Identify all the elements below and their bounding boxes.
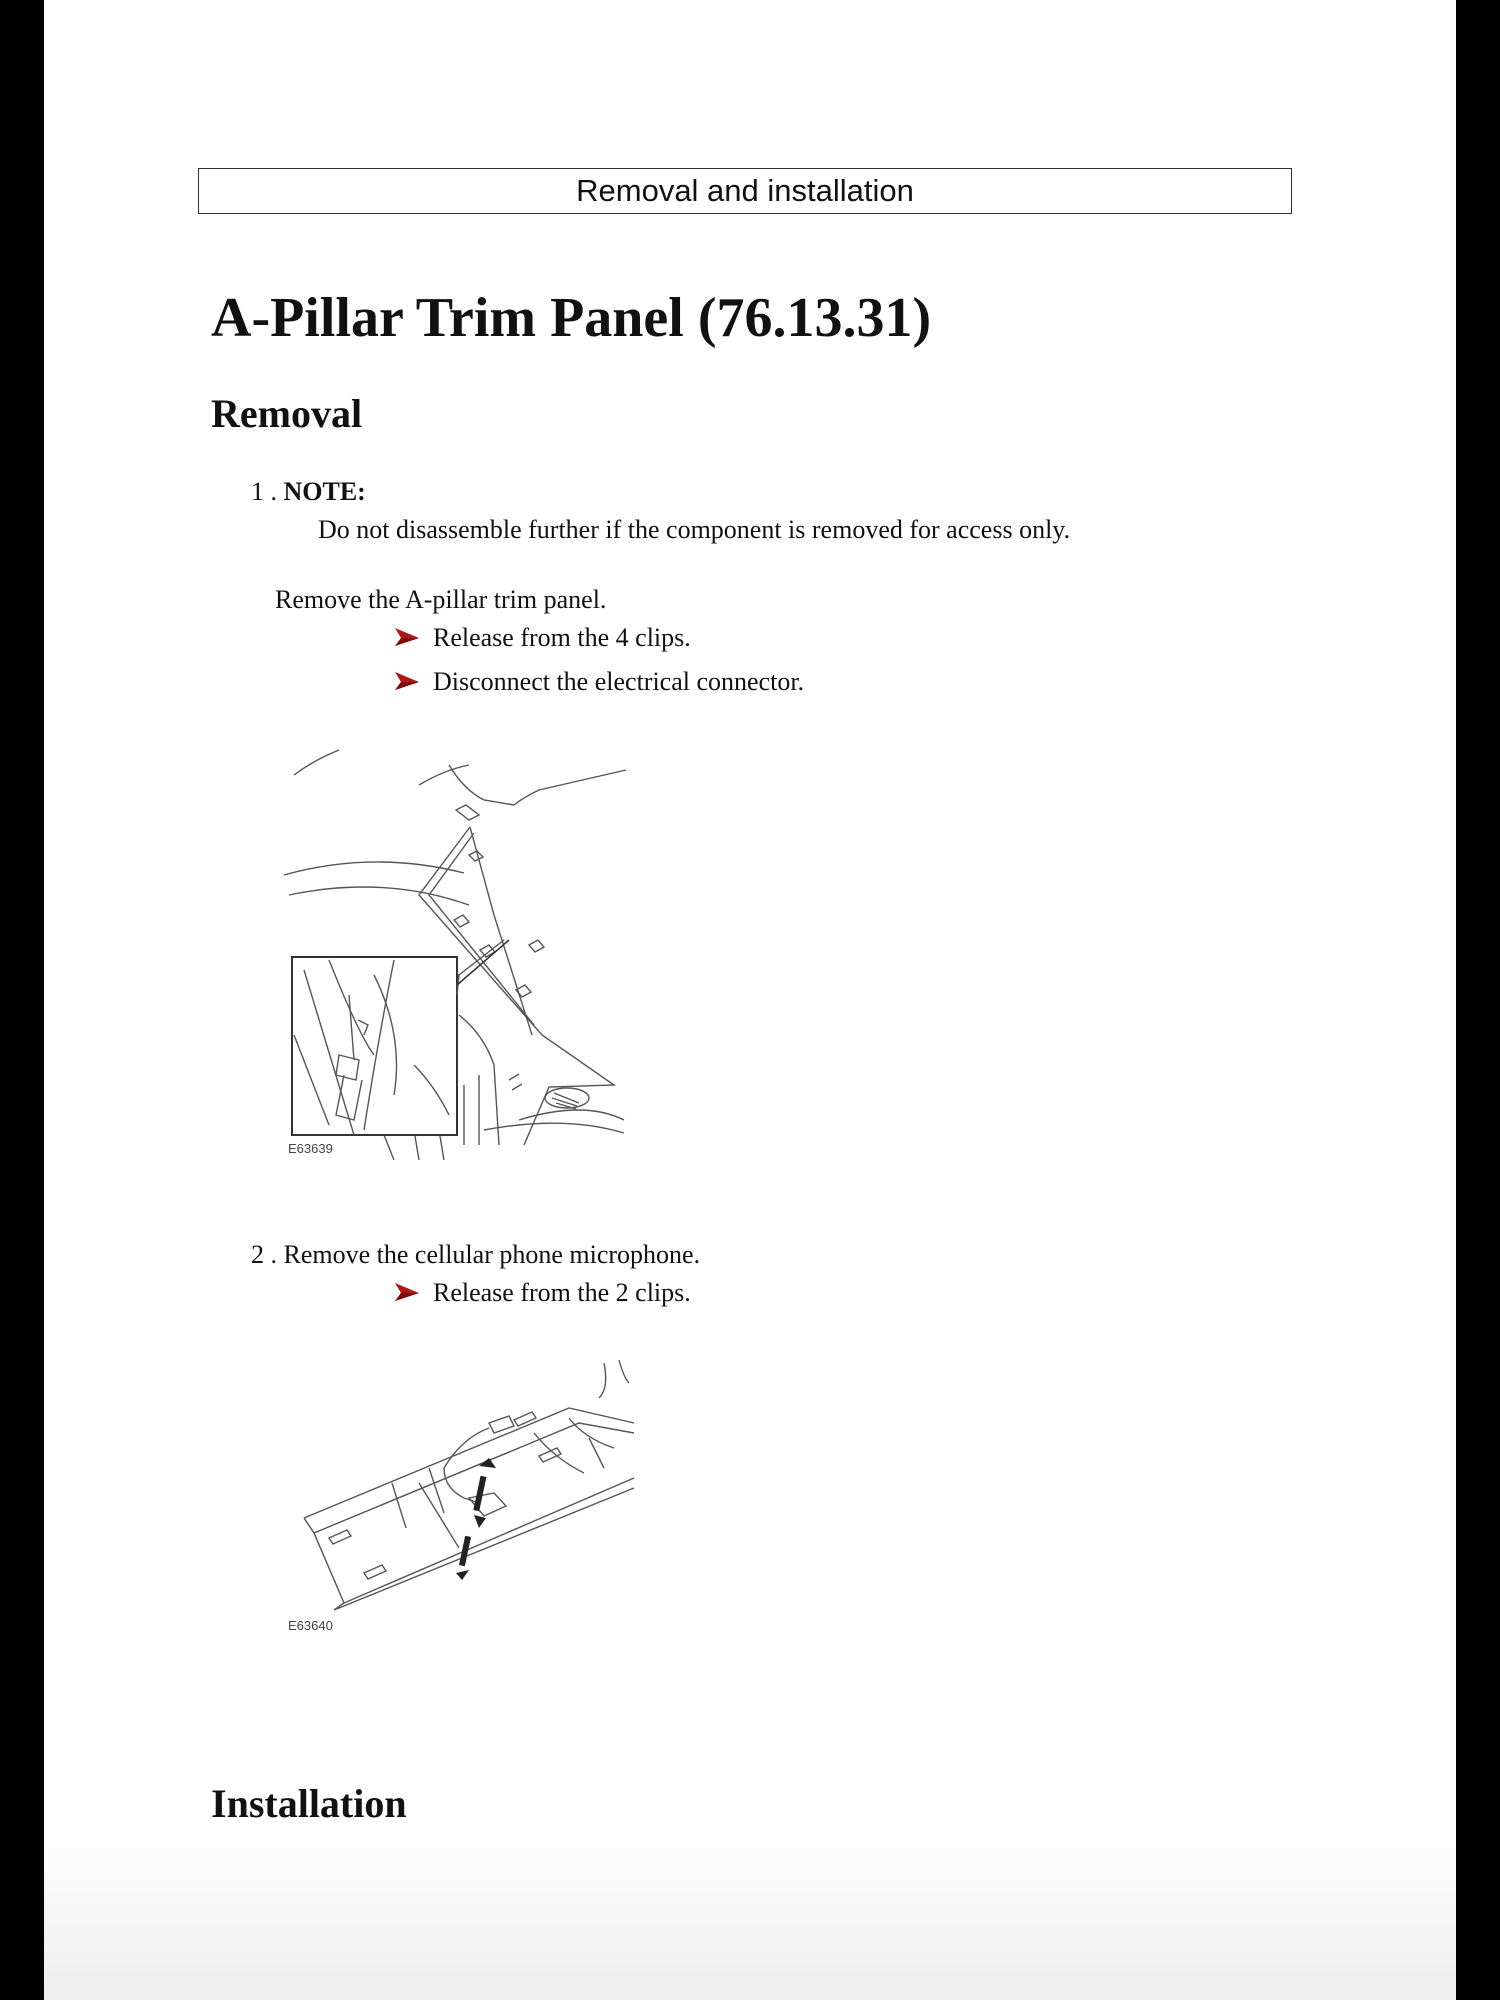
bullet-item: Release from the 4 clips. [393, 623, 691, 653]
microphone-figure [284, 1348, 644, 1638]
bullet-item: Disconnect the electrical connector. [393, 667, 804, 697]
removal-heading: Removal [211, 391, 363, 436]
figure-id-label: E63640 [288, 1618, 333, 1633]
bullet-item: Release from the 2 clips. [393, 1278, 691, 1308]
step-1-number: 1 . [251, 477, 277, 506]
step-1-instruction: Remove the A-pillar trim panel. [275, 585, 607, 614]
bullet-arrow-icon [393, 1281, 421, 1303]
installation-heading: Installation [211, 1781, 407, 1826]
note-text: Do not disassemble further if the component is removed for access only. [318, 515, 1071, 544]
section-header-box: Removal and installation [198, 168, 1292, 214]
step-2 [251, 1240, 700, 1270]
step-1 [251, 477, 366, 507]
a-pillar-trim-figure [284, 735, 634, 1160]
note-label: NOTE: [283, 477, 366, 506]
step-2-number: 2 . [251, 1240, 277, 1269]
document-page [44, 0, 1456, 2000]
bullet-arrow-icon [393, 670, 421, 692]
figure-id-label: E63639 [288, 1141, 333, 1156]
step-2-instruction: Remove the cellular phone microphone. [283, 1240, 701, 1269]
page-title: A-Pillar Trim Panel (76.13.31) [211, 287, 932, 349]
bullet-arrow-icon [393, 626, 421, 648]
